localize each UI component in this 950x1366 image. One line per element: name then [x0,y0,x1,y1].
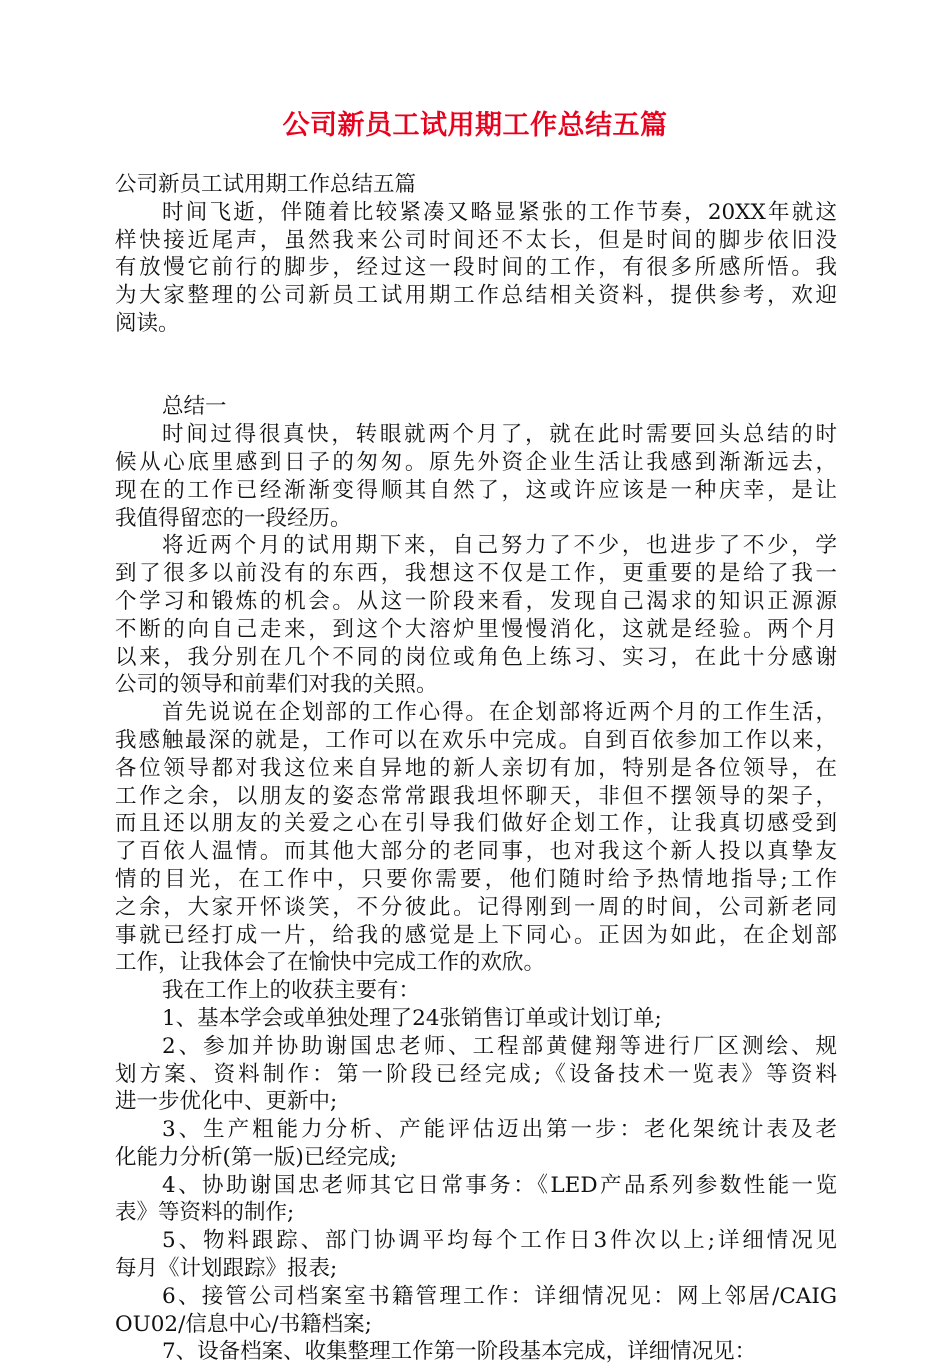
text-line: 之余，大家开怀谈笑，不分彼此。记得刚到一周的时间，公司新老同 [115,894,837,920]
text-line: 候从心底里感到日子的匆匆。原先外资企业生活让我感到渐渐远去， [115,449,837,475]
text-line: 划方案、资料制作：第一阶段已经完成;《设备技术一览表》等资料 [115,1061,837,1087]
text-line: OU02/信息中心/书籍档案; [115,1311,372,1337]
text-line: 2、参加并协助谢国忠老师、工程部黄健翔等进行厂区测绘、规 [162,1033,837,1059]
text-line: 样快接近尾声，虽然我来公司时间还不太长，但是时间的脚步依旧没 [115,227,837,253]
text-line: 不断的向自己走来，到这个大溶炉里慢慢消化，这就是经验。两个月 [115,616,837,642]
text-line: 各位领导都对我这位来自异地的新人亲切有加，特别是各位领导，在 [115,755,837,781]
text-line: 我在工作上的收获主要有： [162,978,421,1004]
text-line: 6、接管公司档案室书籍管理工作：详细情况见：网上邻居/CAIG [162,1283,837,1309]
text-line: 我值得留恋的一段经历。 [115,505,352,531]
paragraph-gap [115,338,837,394]
text-line: 总结一 [162,394,227,420]
text-line: 将近两个月的试用期下来，自己努力了不少，也进步了不少，学 [162,533,837,559]
text-line: 4、协助谢国忠老师其它日常事务：《LED产品系列参数性能一览 [162,1172,837,1198]
text-line: 公司的领导和前辈们对我的关照。 [115,672,438,698]
text-line: 而且还以朋友的关爱之心在引导我们做好企划工作，让我真切感受到 [115,811,837,837]
text-line: 了百依人温情。而其他大部分的老同事，也对我这个新人投以真挚友 [115,839,837,865]
text-line: 情的目光，在工作中，只要你需要，他们随时给予热情地指导;工作 [115,866,837,892]
text-line: 每月《计划跟踪》报表; [115,1256,338,1282]
text-line: 现在的工作已经渐渐变得顺其自然了，这或许应该是一种庆幸，是让 [115,477,837,503]
text-line: 阅读。 [115,310,180,336]
text-line: 1、基本学会或单独处理了24张销售订单或计划订单; [162,1005,662,1031]
text-line: 表》等资料的制作; [115,1200,295,1226]
text-line: 化能力分析(第一版)已经完成; [115,1144,398,1170]
document-title: 公司新员工试用期工作总结五篇 [282,110,668,141]
text-line: 工作之余，以朋友的姿态常常跟我坦怀聊天，非但不摆领导的架子， [115,783,837,809]
text-line: 时间过得很真快，转眼就两个月了，就在此时需要回头总结的时 [162,422,837,448]
document-body [115,171,837,1366]
text-line: 有放慢它前行的脚步，经过这一段时间的工作，有很多所感所悟。我 [115,255,837,281]
text-line: 工作，让我体会了在愉快中完成工作的欢欣。 [115,950,546,976]
text-line: 进一步优化中、更新中; [115,1089,338,1115]
text-line: 我感触最深的就是，工作可以在欢乐中完成。自到百依参加工作以来， [115,727,837,753]
text-line: 事就已经打成一片，给我的感觉是上下同心。正因为如此，在企划部 [115,922,837,948]
text-line: 首先说说在企划部的工作心得。在企划部将近两个月的工作生活， [162,700,837,726]
text-line: 以来，我分别在几个不同的岗位或角色上练习、实习，在此十分感谢 [115,644,837,670]
text-line: 公司新员工试用期工作总结五篇 [115,172,417,197]
text-line: 到了很多以前没有的东西，我想这不仅是工作，更重要的是给了我一 [115,561,837,587]
text-line: 7、设备档案、收集整理工作第一阶段基本完成，详细情况见： [162,1339,757,1365]
text-line: 个学习和锻炼的机会。从这一阶段来看，发现自己渴求的知识正源源 [115,588,837,614]
text-line: 3、生产粗能力分析、产能评估迈出第一步：老化架统计表及老 [162,1117,837,1143]
text-line: 为大家整理的公司新员工试用期工作总结相关资料，提供参考，欢迎 [115,283,837,309]
text-line: 时间飞逝，伴随着比较紧凑又略显紧张的工作节奏，20XX年就这 [162,199,837,225]
text-line: 5、物料跟踪、部门协调平均每个工作日3件次以上;详细情况见 [162,1228,837,1254]
